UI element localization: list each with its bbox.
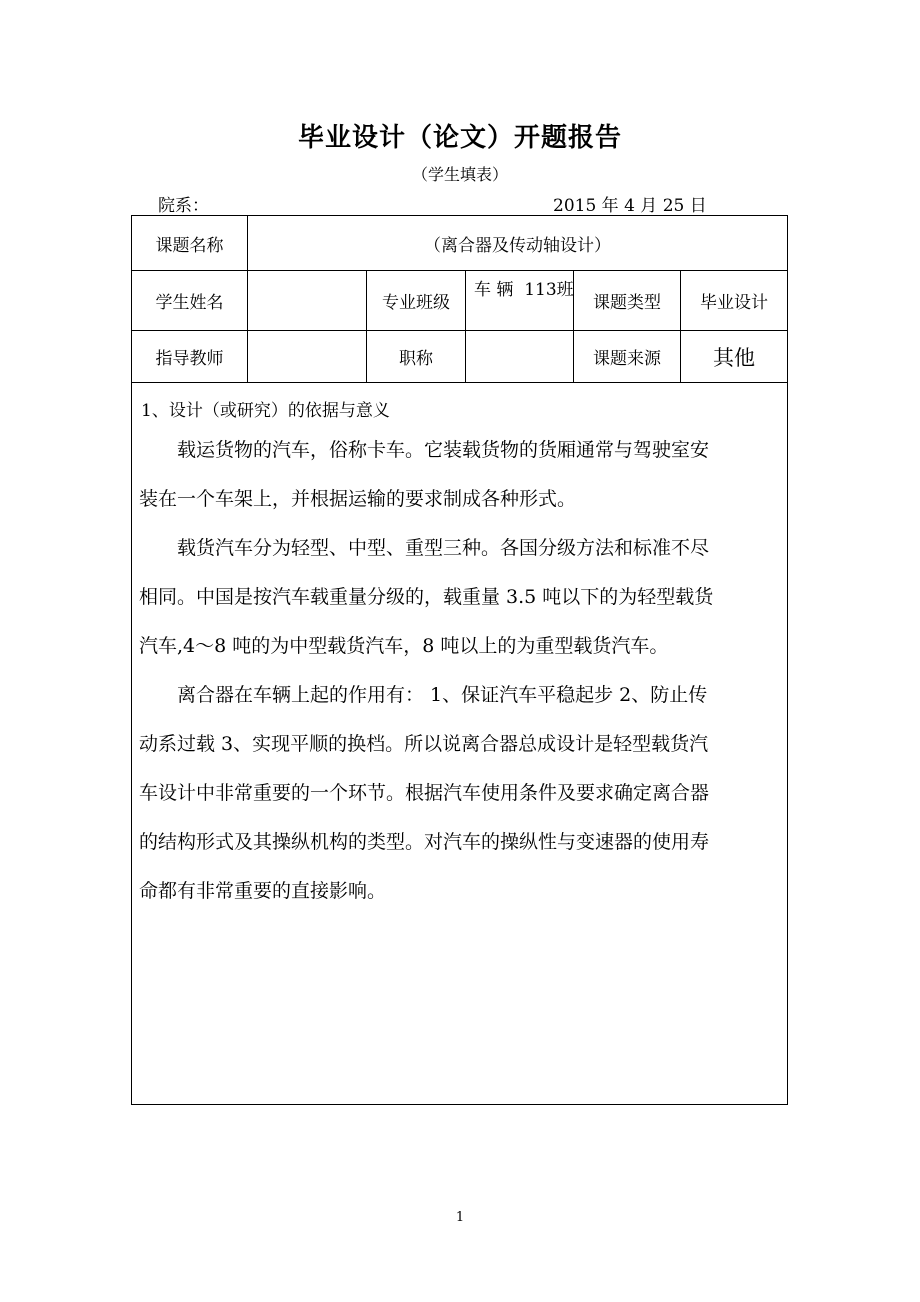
paragraph-3 (139, 671, 779, 916)
paragraph-line: 载运货物的汽车，俗称卡车。它装载货物的货厢通常与驾驶室安 (139, 439, 710, 461)
report-subtitle: （学生填表） (411, 165, 508, 184)
form-row-topic (132, 216, 787, 271)
paragraph-line: 的结构形式及其操纵机构的类型。对汽车的操纵性与变速器的使用寿 (139, 831, 710, 853)
topic-type-label: 课题类型 (574, 271, 681, 330)
student-name-label: 学生姓名 (132, 271, 248, 330)
paragraph-line: 动系过载 3、实现平顺的换档。所以说离合器总成设计是轻型载货汽 (139, 733, 709, 755)
topic-label: 课题名称 (132, 216, 248, 270)
department-label: 院系： (158, 196, 209, 216)
report-title: 毕业设计（论文）开题报告 (297, 123, 622, 153)
major-class-value (466, 271, 574, 330)
major-class-label: 专业班级 (367, 271, 466, 330)
topic-source-value: 其他 (713, 345, 755, 370)
paragraph-line: 载货汽车分为轻型、中型、重型三种。各国分级方法和标准不尽 (139, 537, 710, 559)
advisor-value (248, 331, 367, 382)
form-row-advisor (132, 331, 787, 383)
paragraph-line: 装在一个车架上，并根据运输的要求制成各种形式。 (139, 488, 577, 510)
topic-type-value: 毕业设计 (700, 293, 768, 313)
title-value (466, 331, 574, 382)
report-form (131, 215, 788, 1105)
paragraph-2 (139, 524, 779, 671)
paragraph-line: 汽车,4～8 吨的为中型载货汽车，8 吨以上的为重型载货汽车。 (139, 635, 669, 657)
paragraph-line: 车设计中非常重要的一个环节。根据汽车使用条件及要求确定离合器 (139, 782, 710, 804)
report-date: 2015 年 4 月 25 日 (553, 196, 707, 216)
title-label: 职称 (367, 331, 466, 382)
page-number: 1 (455, 1210, 465, 1225)
paragraph-1 (139, 426, 779, 524)
major-class-value-line2: 班 (556, 280, 574, 300)
form-row-student (132, 271, 787, 331)
topic-source-label: 课题来源 (574, 331, 681, 382)
student-name-value (248, 271, 367, 330)
paragraph-line: 相同。中国是按汽车载重量分级的，载重量 3.5 吨以下的为轻型载货 (139, 586, 714, 608)
advisor-label: 指导教师 (132, 331, 248, 382)
section-heading: 1、设计（或研究）的依据与意义 (141, 401, 390, 421)
major-class-value-line1: 车 辆 113 (474, 280, 557, 300)
paragraph-line: 命都有非常重要的直接影响。 (139, 880, 387, 902)
paragraph-line: 离合器在车辆上起的作用有： 1、保证汽车平稳起步 2、防止传 (139, 684, 708, 706)
topic-value: （离合器及传动轴设计） (424, 235, 611, 256)
